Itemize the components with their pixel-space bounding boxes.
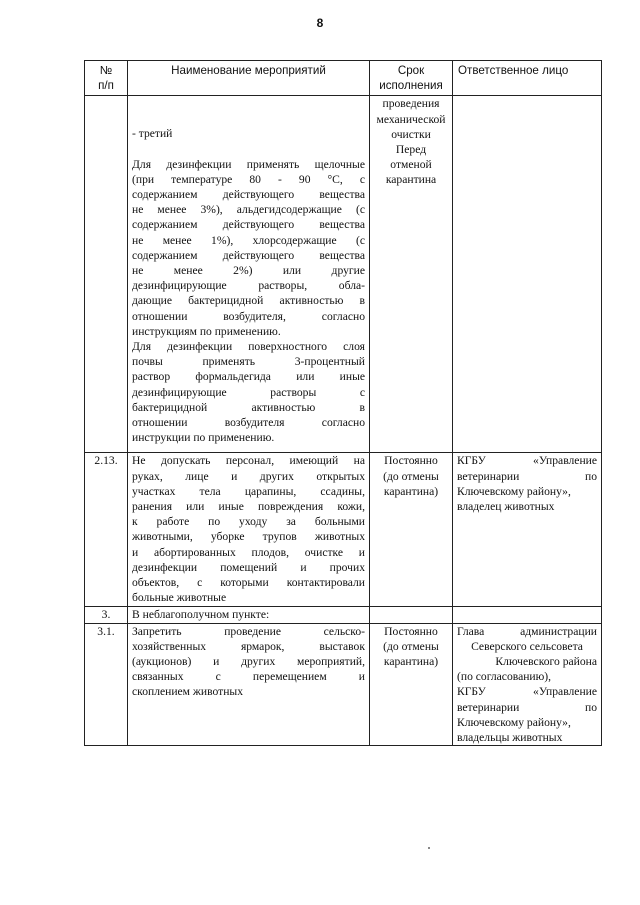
scan-speck	[428, 847, 430, 849]
row-num: 2.13.	[85, 453, 128, 607]
page-number: 8	[316, 16, 324, 30]
row-responsible	[453, 96, 602, 453]
header-term: Срок исполнения	[370, 61, 453, 96]
row-term: проведения механической очистки Перед отменой карантина	[370, 96, 453, 453]
row-term: Постоянно (до отмены карантина)	[370, 453, 453, 607]
row-text: Запретить проведение сельско- хозяйственных ярмарок, выставок (аукционов) и других мероприятий, связанных с перемещением и скоплением животных	[128, 623, 370, 746]
row-num: 3.1.	[85, 623, 128, 746]
measures-table	[84, 60, 602, 746]
row-term: Постоянно (до отмены карантина)	[370, 623, 453, 746]
table-header-row	[85, 61, 602, 96]
row-num	[85, 96, 128, 453]
row-text: Не допускать персонал, имеющий на руках, лице и других открытых участках тела царапины, ссадины, ранения или иные повреждения кожи, к работе по уходу за больными животными, уборке трупов животных и абортированных плодов, очистке и дезинфекции помещений и прочих объектов, с которыми контактировали больные животные	[128, 453, 370, 607]
header-num: № п/п	[85, 61, 128, 96]
row-responsible: Глава администрации Северского сельсовета Ключевского района (по согласованию), КГБУ «Управление ветеринарии по Ключевскому району», владельцы животных	[453, 623, 602, 746]
row-responsible	[453, 607, 602, 623]
row-term	[370, 607, 453, 623]
header-name: Наименование мероприятий	[128, 61, 370, 96]
table-row-3	[85, 607, 602, 623]
row-text: В неблагополучном пункте:	[128, 607, 370, 623]
table-row-2-13	[85, 453, 602, 607]
table-row-continued	[85, 96, 602, 453]
row-responsible: КГБУ «Управление ветеринарии по Ключевскому району», владелец животных	[453, 453, 602, 607]
row-num: 3.	[85, 607, 128, 623]
table-row-3-1	[85, 623, 602, 746]
header-responsible: Ответственное лицо	[453, 61, 602, 96]
row-text: - третий Для дезинфекции применять щелочные (при температуре 80 - 90 °С, с содержанием действующего вещества не менее 3%), альдегидсодержащие (с содержанием действующего вещества не менее 1%), хлорсодержащие (с содержанием действующего вещества не менее 2%) или другие дезинфицирующие растворы, обла- дающие бактерицидной активностью в отношении возбудителя, согласно инструкциям по применению. Для дезинфекции поверхностного слоя почвы применять 3-процентный раствор формальдегида или иные дезинфицирующие растворы с бактерицидной активностью в отношении возбудителя согласно инструкции по применению.	[128, 96, 370, 453]
